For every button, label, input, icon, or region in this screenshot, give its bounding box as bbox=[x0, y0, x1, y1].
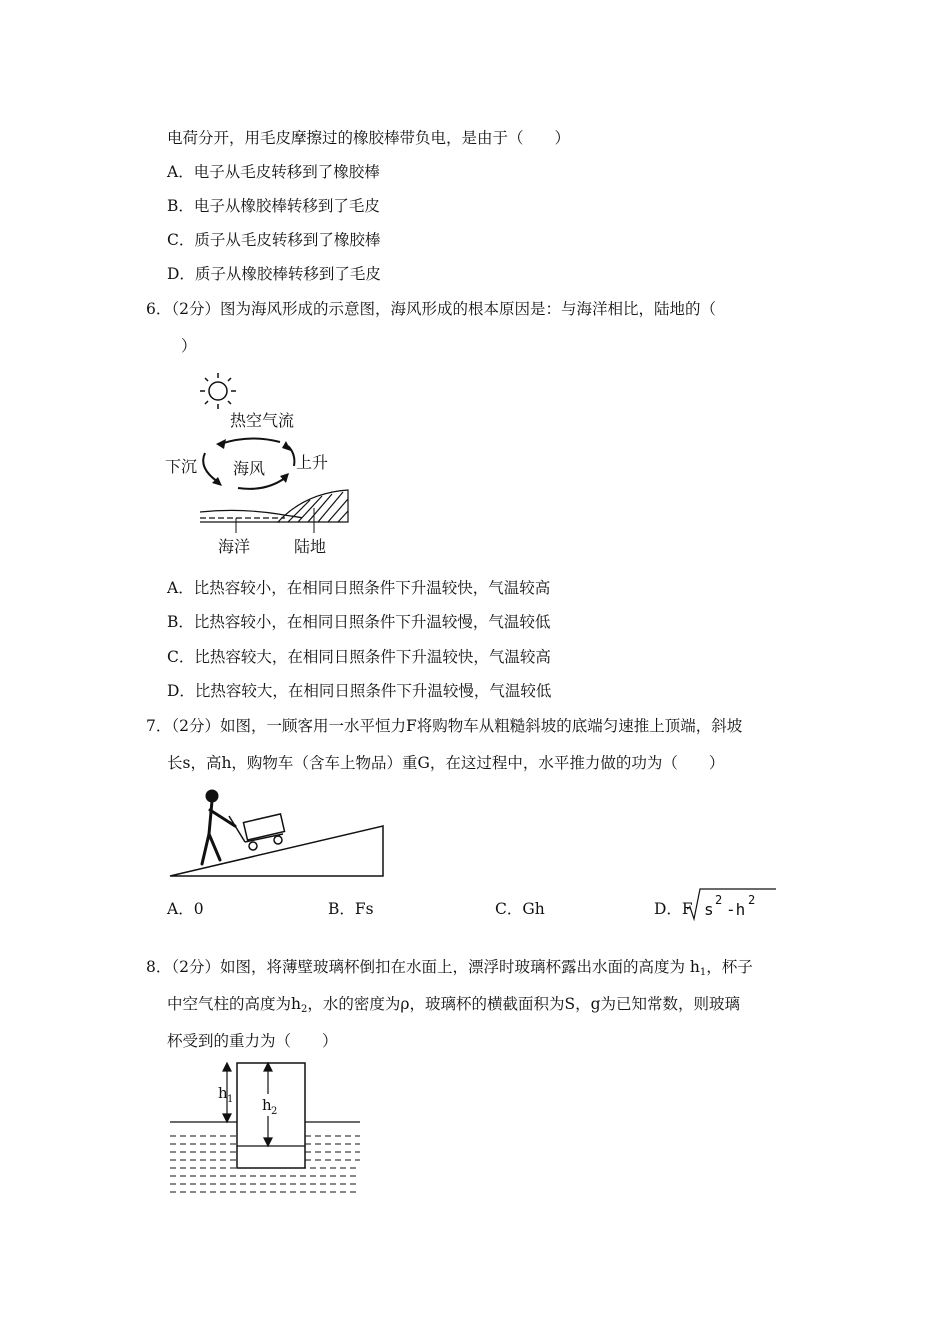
q5-option-d[interactable]: D．质子从橡胶棒转移到了毛皮 bbox=[167, 265, 381, 283]
hot-air-label: 热空气流 bbox=[230, 411, 295, 430]
sea-breeze-diagram bbox=[160, 368, 360, 558]
q6-stem-line2: ） bbox=[181, 337, 197, 355]
q7-option-b[interactable]: B．Fs bbox=[328, 900, 374, 918]
land-hatch bbox=[278, 490, 348, 522]
q6-option-a[interactable]: A．比热容较小，在相同日照条件下升温较快，气温较高 bbox=[167, 579, 551, 597]
q5-stem: 电荷分开，用毛皮摩擦过的橡胶棒带负电，是由于（ ） bbox=[167, 129, 571, 147]
q6-stem-line1: 6．（2分）图为海风形成的示意图，海风形成的根本原因是：与海洋相比，陆地的（ bbox=[146, 300, 716, 318]
q7-option-a[interactable]: A．0 bbox=[167, 900, 204, 918]
q8-stem-line2: 中空气柱的高度为$h_2$，水的密度为ρ，玻璃杯的横截面积为S，g为已知常数，则玻璃 bbox=[167, 995, 741, 1015]
q7-option-c[interactable]: C．Gh bbox=[495, 900, 545, 918]
incline-cart-diagram bbox=[165, 782, 395, 882]
sqrt-radicand-s: s bbox=[704, 900, 714, 919]
sqrt-exp-1: 2 bbox=[715, 893, 723, 907]
person-icon bbox=[202, 791, 235, 864]
land-label: 陆地 bbox=[294, 537, 327, 556]
q6-option-b[interactable]: B．比热容较小，在相同日照条件下升温较慢，气温较低 bbox=[167, 613, 551, 631]
cart-icon bbox=[229, 814, 285, 850]
q5-option-b[interactable]: B．电子从橡胶棒转移到了毛皮 bbox=[167, 197, 380, 215]
ocean-label: 海洋 bbox=[218, 537, 251, 556]
q5-option-a[interactable]: A．电子从毛皮转移到了橡胶棒 bbox=[167, 163, 380, 181]
sqrt-minus-h: -h bbox=[726, 900, 746, 919]
h2-label-sub: 2 bbox=[271, 1106, 278, 1117]
q6-option-c[interactable]: C．比热容较大，在相同日照条件下升温较快，气温较高 bbox=[167, 648, 551, 666]
h1-label-base: h bbox=[218, 1084, 228, 1102]
q7-stem-line2: 长s，高h，购物车（含车上物品）重G，在这过程中，水平推力做的功为（ ） bbox=[167, 754, 725, 772]
h1-label-sub: 1 bbox=[227, 1094, 234, 1105]
q7-stem-line1: 7．（2分）如图，一顾客用一水平恒力F将购物车从粗糙斜坡的底端匀速推上顶端，斜坡 bbox=[146, 717, 743, 735]
rise-label: 上升 bbox=[296, 453, 329, 472]
q6-option-d[interactable]: D．比热容较大，在相同日照条件下升温较慢，气温较低 bbox=[167, 682, 552, 700]
glass-cup-diagram bbox=[165, 1058, 365, 1198]
q8-stem-line3: 杯受到的重力为（ ） bbox=[167, 1032, 338, 1050]
h2-label-base: h bbox=[262, 1096, 272, 1114]
sea-breeze-label: 海风 bbox=[233, 459, 266, 478]
sink-label: 下沉 bbox=[165, 457, 198, 476]
q8-stem-line1: 8．（2分）如图，将薄壁玻璃杯倒扣在水面上，漂浮时玻璃杯露出水面的高度为 $h_1$，杯子 bbox=[146, 958, 753, 978]
sqrt-exp-2: 2 bbox=[748, 893, 756, 907]
sea-surface bbox=[200, 510, 301, 522]
q5-option-c[interactable]: C．质子从毛皮转移到了橡胶棒 bbox=[167, 231, 381, 249]
q7-option-d[interactable] bbox=[654, 893, 756, 919]
sun-icon bbox=[200, 373, 236, 409]
q7-option-d-prefix: D．F bbox=[654, 900, 693, 918]
sqrt-symbol bbox=[686, 887, 776, 921]
